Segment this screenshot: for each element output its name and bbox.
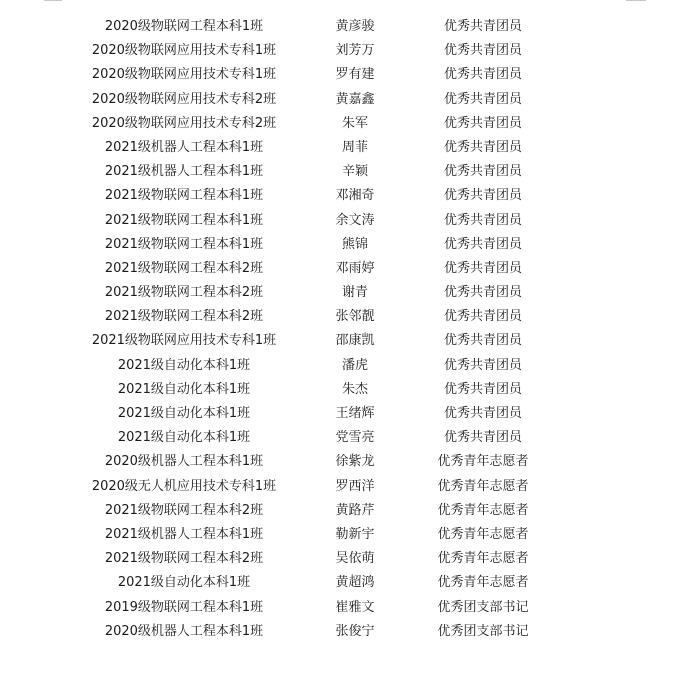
award-cell: 优秀共青团员 — [443, 67, 523, 83]
name-cell: 罗有建 — [335, 67, 375, 83]
roster-row — [0, 160, 692, 184]
award-cell: 优秀共青团员 — [443, 260, 523, 276]
name-cell: 邓湘奇 — [335, 188, 375, 204]
name-cell: 周菲 — [341, 139, 369, 155]
class-cell: 2021级物联网工程本科2班 — [104, 502, 264, 518]
class-cell: 2021级自动化本科1班 — [117, 406, 251, 421]
class-cell: 2019级物联网工程本科1班 — [104, 599, 264, 615]
name-cell: 刘芳万 — [335, 43, 375, 59]
class-cell: 2020级物联网应用技术专科2班 — [91, 91, 277, 107]
name-cell: 黄路芹 — [335, 502, 375, 518]
class-cell: 2020级机器人工程本科1班 — [104, 454, 264, 470]
roster-row — [0, 209, 692, 233]
roster-row — [0, 184, 692, 208]
roster-row — [0, 257, 692, 281]
award-cell: 优秀共青团员 — [443, 406, 523, 421]
name-cell: 勒新宇 — [335, 526, 375, 542]
award-cell: 优秀青年志愿者 — [437, 454, 529, 470]
roster-row — [0, 233, 692, 257]
class-cell: 2021级物联网应用技术专科1班 — [91, 333, 277, 349]
class-cell: 2021级物联网工程本科1班 — [104, 212, 264, 228]
award-cell: 优秀共青团员 — [443, 285, 523, 301]
name-cell: 邵康凯 — [335, 333, 375, 349]
roster-row — [0, 475, 692, 499]
roster-row — [0, 329, 692, 353]
roster-row — [0, 523, 692, 547]
name-cell: 余文涛 — [335, 212, 375, 228]
roster-row — [0, 547, 692, 571]
roster-row — [0, 136, 692, 160]
class-cell: 2021级自动化本科1班 — [117, 575, 251, 591]
roster-row — [0, 281, 692, 305]
award-cell: 优秀团支部书记 — [437, 623, 529, 639]
name-cell: 熊锦 — [341, 236, 369, 252]
award-cell: 优秀共青团员 — [443, 357, 523, 373]
award-cell: 优秀共青团员 — [443, 164, 523, 180]
roster-row — [0, 354, 692, 378]
award-cell: 优秀共青团员 — [443, 236, 523, 252]
name-cell: 谢青 — [341, 285, 369, 301]
roster-row — [0, 112, 692, 136]
name-cell: 罗西洋 — [335, 478, 375, 494]
class-cell: 2020级物联网应用技术专科1班 — [91, 67, 277, 83]
award-cell: 优秀青年志愿者 — [437, 575, 529, 591]
page-edge-mark-left — [44, 0, 62, 1]
roster-row — [0, 63, 692, 87]
class-cell: 2021级物联网工程本科2班 — [104, 551, 264, 567]
class-cell: 2021级自动化本科1班 — [117, 381, 251, 397]
class-cell: 2021级物联网工程本科2班 — [104, 309, 264, 325]
name-cell: 王绪辉 — [335, 406, 375, 421]
class-cell: 2021级物联网工程本科2班 — [104, 260, 264, 276]
award-cell: 优秀共青团员 — [443, 139, 523, 155]
roster-row — [0, 426, 692, 450]
roster-row — [0, 571, 692, 595]
award-cell: 优秀青年志愿者 — [437, 526, 529, 542]
award-cell: 优秀青年志愿者 — [437, 551, 529, 567]
class-cell: 2020级物联网应用技术专科2班 — [91, 115, 277, 131]
class-cell: 2021级物联网工程本科1班 — [104, 236, 264, 252]
class-cell: 2021级自动化本科1班 — [117, 430, 251, 446]
name-cell: 徐紫龙 — [335, 454, 375, 470]
name-cell: 朱杰 — [341, 381, 369, 397]
class-cell: 2021级物联网工程本科1班 — [104, 188, 264, 204]
award-cell: 优秀共青团员 — [443, 43, 523, 59]
name-cell: 崔雅文 — [335, 599, 375, 615]
class-cell: 2021级机器人工程本科1班 — [104, 164, 264, 180]
award-cell: 优秀共青团员 — [443, 91, 523, 107]
roster-row — [0, 88, 692, 112]
award-cell: 优秀青年志愿者 — [437, 502, 529, 518]
roster-row — [0, 402, 692, 426]
class-cell: 2021级物联网工程本科2班 — [104, 285, 264, 301]
class-cell: 2020级物联网应用技术专科1班 — [91, 43, 277, 59]
award-cell: 优秀青年志愿者 — [437, 478, 529, 494]
award-cell: 优秀共青团员 — [443, 309, 523, 325]
name-cell: 黄嘉鑫 — [335, 91, 375, 107]
roster-row — [0, 305, 692, 329]
name-cell: 张邻靓 — [335, 309, 375, 325]
class-cell: 2020级无人机应用技术专科1班 — [91, 478, 277, 494]
name-cell: 黄超鸿 — [335, 575, 375, 591]
name-cell: 吴依萌 — [335, 551, 375, 567]
award-cell: 优秀共青团员 — [443, 212, 523, 228]
name-cell: 黄彦骏 — [335, 19, 375, 34]
page-edge-mark-right — [626, 0, 646, 1]
class-cell: 2021级机器人工程本科1班 — [104, 139, 264, 155]
name-cell: 辛颖 — [341, 164, 369, 180]
roster-row — [0, 378, 692, 402]
name-cell: 潘虎 — [341, 357, 369, 373]
award-cell: 优秀共青团员 — [443, 381, 523, 397]
class-cell: 2020级物联网工程本科1班 — [104, 19, 264, 34]
award-cell: 优秀团支部书记 — [437, 599, 529, 615]
name-cell: 党雪亮 — [335, 430, 375, 446]
award-cell: 优秀共青团员 — [443, 430, 523, 446]
class-cell: 2021级自动化本科1班 — [117, 357, 251, 373]
roster-row — [0, 39, 692, 63]
class-cell: 2021级机器人工程本科1班 — [104, 526, 264, 542]
roster-row — [0, 596, 692, 620]
award-cell: 优秀共青团员 — [443, 333, 523, 349]
name-cell: 朱军 — [341, 115, 369, 131]
award-cell: 优秀共青团员 — [443, 188, 523, 204]
roster-row — [0, 620, 692, 644]
roster-row — [0, 15, 692, 39]
award-roster-list — [0, 15, 692, 644]
roster-row — [0, 450, 692, 474]
name-cell: 张俊宁 — [335, 623, 375, 639]
class-cell: 2020级机器人工程本科1班 — [104, 623, 264, 639]
roster-row — [0, 499, 692, 523]
award-cell: 优秀共青团员 — [443, 115, 523, 131]
name-cell: 邓雨婷 — [335, 260, 375, 276]
award-cell: 优秀共青团员 — [443, 19, 523, 34]
